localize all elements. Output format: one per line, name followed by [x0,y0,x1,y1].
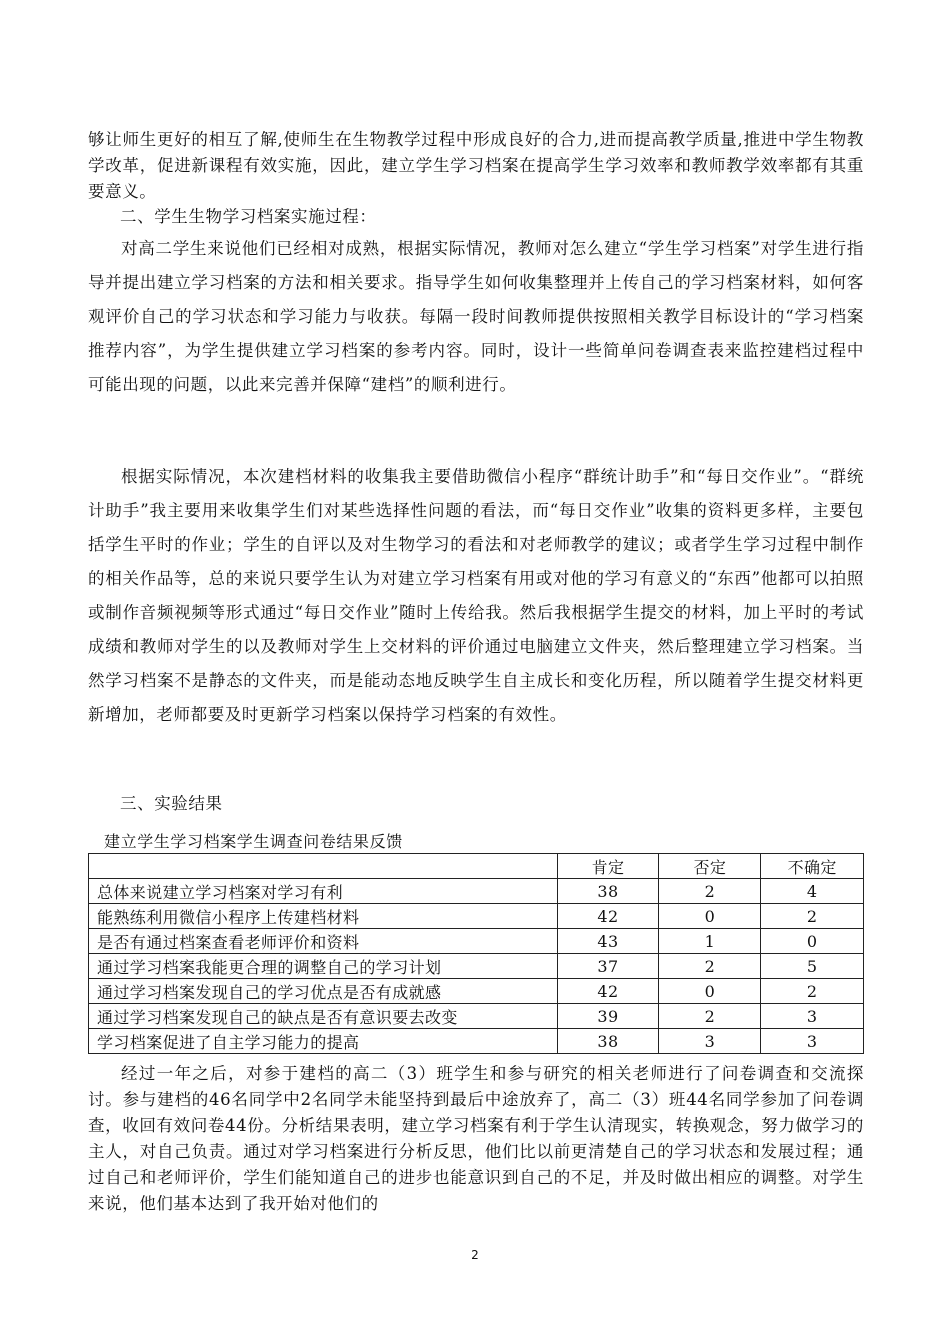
table-row [89,1029,864,1054]
positive-cell: 42 [557,979,659,1004]
negative-cell: 2 [659,879,761,904]
uncertain-cell: 5 [761,954,864,979]
table-row [89,1004,864,1029]
negative-cell: 0 [659,904,761,929]
uncertain-cell: 0 [761,929,864,954]
survey-results-table [88,853,864,1054]
question-cell: 学习档案促进了自主学习能力的提高 [89,1029,558,1054]
question-cell: 通过学习档案我能更合理的调整自己的学习计划 [89,954,558,979]
section-heading-3: 三、实验结果 [120,794,223,813]
uncertain-cell: 3 [761,1004,864,1029]
table-row [89,879,864,904]
positive-cell: 42 [557,904,659,929]
paragraph-materials: 根据实际情况，本次建档材料的收集我主要借助微信小程序“群统计助手”和“每日交作业”。“群统计助手”我主要用来收集学生们对某些选择性问题的看法，而“每日交作业”收集的资料更多样，主要包括学生平时的作业；学生的自评以及对生物学习的看法和对老师教学的建议；或者学生学习过程中制作的相关作品等，总的来说只要学生认为对建立学习档案有用或对他的学习有意义的“东西”他都可以拍照或制作音频视频等形式通过“每日交作业”随时上传给我。然后我根据学生提交的材料，加上平时的考试成绩和教师对学生的以及教师对学生上交材料的评价通过电脑建立文件夹，然后整理建立学习档案。当然学习档案不是静态的文件夹，而是能动态地反映学生自主成长和变化历程，所以随着学生提交材料更新增加，老师都要及时更新学习档案以保持学习档案的有效性。 [88,467,864,724]
header-question [89,854,558,879]
table-caption: 建立学生学习档案学生调查问卷结果反馈 [104,832,403,851]
negative-cell: 3 [659,1029,761,1054]
negative-cell: 0 [659,979,761,1004]
positive-cell: 38 [557,879,659,904]
header-positive: 肯定 [557,854,659,879]
positive-cell: 37 [557,954,659,979]
paragraph-intro-end: 够让师生更好的相互了解,使师生在生物教学过程中形成良好的合力,进而提高教学质量,推进中学生物教学改革，促进新课程有效实施，因此，建立学生学习档案在提高学生学习效率和教师教学效率都有其重要意义。 [88,130,864,201]
question-cell: 能熟练利用微信小程序上传建档材料 [89,904,558,929]
uncertain-cell: 4 [761,879,864,904]
uncertain-cell: 3 [761,1029,864,1054]
question-cell: 总体来说建立学习档案对学习有利 [89,879,558,904]
uncertain-cell: 2 [761,979,864,1004]
uncertain-cell: 2 [761,904,864,929]
negative-cell: 2 [659,954,761,979]
question-cell: 通过学习档案发现自己的学习优点是否有成就感 [89,979,558,1004]
header-uncertain: 不确定 [761,854,864,879]
table-row [89,904,864,929]
positive-cell: 38 [557,1029,659,1054]
table-row [89,979,864,1004]
header-negative: 否定 [659,854,761,879]
page-number: 2 [471,1248,479,1262]
negative-cell: 1 [659,929,761,954]
negative-cell: 2 [659,1004,761,1029]
table-header-row [89,854,864,879]
positive-cell: 43 [557,929,659,954]
table-row [89,929,864,954]
section-heading-2: 二、学生生物学习档案实施过程： [120,207,377,226]
paragraph-results: 经过一年之后，对参于建档的高二（3）班学生和参与研究的相关老师进行了问卷调查和交流探讨。参与建档的46名同学中2名同学未能坚持到最后中途放弃了，高二（3）班44名同学参加了问卷调查，收回有效问卷44份。分析结果表明，建立学习档案有利于学生认清现实，转换观念，努力做学习的主人，对自己负责。通过对学习档案进行分析反思，他们比以前更清楚自己的学习状态和发展过程；通过自己和老师评价，学生们能知道自己的进步也能意识到自己的不足，并及时做出相应的调整。对学生来说，他们基本达到了我开始对他们的 [88,1064,864,1213]
positive-cell: 39 [557,1004,659,1029]
paragraph-implementation: 对高二学生来说他们已经相对成熟，根据实际情况，教师对怎么建立“学生学习档案”对学生进行指导并提出建立学习档案的方法和相关要求。指导学生如何收集整理并上传自己的学习档案材料，如何客观评价自己的学习状态和学习能力与收获。每隔一段时间教师提供按照相关教学目标设计的“学习档案推荐内容”，为学生提供建立学习档案的参考内容。同时，设计一些简单问卷调查表来监控建档过程中可能出现的问题，以此来完善并保障“建档”的顺利进行。 [88,239,864,394]
question-cell: 通过学习档案发现自己的缺点是否有意识要去改变 [89,1004,558,1029]
question-cell: 是否有通过档案查看老师评价和资料 [89,929,558,954]
table-row [89,954,864,979]
